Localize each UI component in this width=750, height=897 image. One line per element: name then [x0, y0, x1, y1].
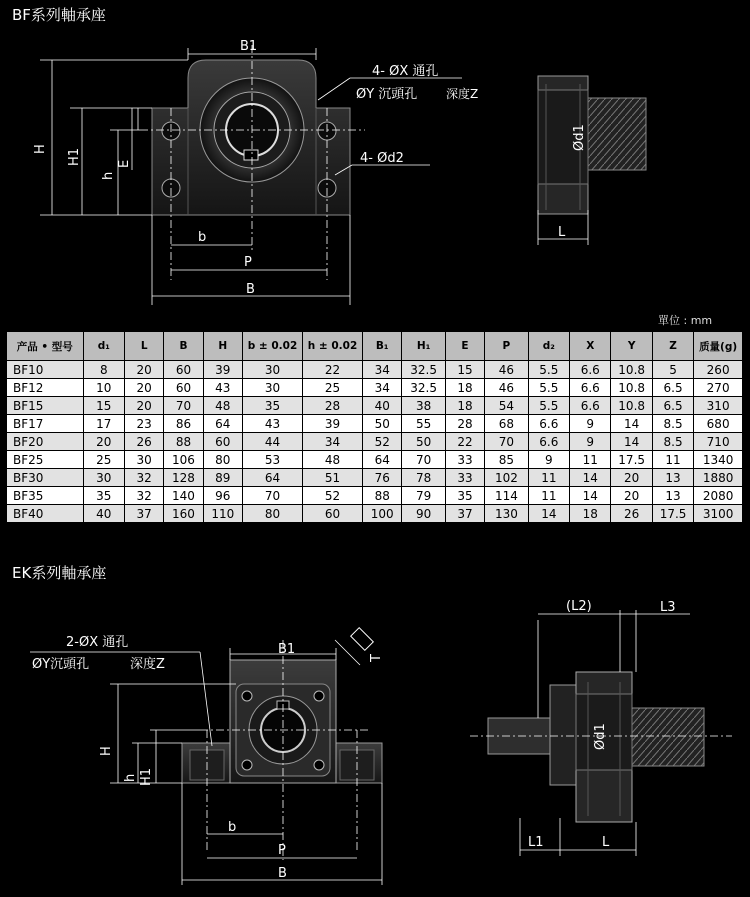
model-cell: BF20 [7, 433, 84, 451]
table-cell: 43 [242, 415, 302, 433]
table-cell: 46 [485, 361, 528, 379]
table-cell: 44 [242, 433, 302, 451]
table-cell: 260 [694, 361, 743, 379]
table-cell: 160 [164, 505, 203, 523]
table-header-cell: Y [611, 332, 652, 361]
spec-table [6, 331, 743, 523]
table-cell: 9 [570, 433, 611, 451]
table-cell: 37 [445, 505, 484, 523]
table-cell: 1880 [694, 469, 743, 487]
table-cell: 28 [445, 415, 484, 433]
table-header-cell: b ± 0.02 [242, 332, 302, 361]
table-cell: 90 [402, 505, 445, 523]
table-cell: 13 [652, 469, 693, 487]
ek-dim-H: H [99, 746, 114, 756]
table-cell: 96 [203, 487, 242, 505]
table-cell: 15 [83, 397, 124, 415]
table-cell: 10.8 [611, 397, 652, 415]
table-cell: 10.8 [611, 361, 652, 379]
unit-label: 單位 : mm [658, 314, 713, 327]
table-cell: 48 [303, 451, 363, 469]
table-cell: 30 [125, 451, 164, 469]
table-row [7, 379, 743, 397]
table-cell: 310 [694, 397, 743, 415]
table-row [7, 433, 743, 451]
model-cell: BF25 [7, 451, 84, 469]
table-cell: 130 [485, 505, 528, 523]
table-cell: 6.6 [570, 361, 611, 379]
table-cell: 34 [363, 379, 402, 397]
bf-note-counterbore: ØY 沉頭孔 [356, 87, 418, 102]
table-cell: 89 [203, 469, 242, 487]
table-header-cell: B [164, 332, 203, 361]
table-row [7, 469, 743, 487]
table-cell: 33 [445, 469, 484, 487]
model-cell: BF35 [7, 487, 84, 505]
table-cell: 17 [83, 415, 124, 433]
table-cell: 52 [363, 433, 402, 451]
table-cell: 17.5 [611, 451, 652, 469]
table-header-cell: H₁ [402, 332, 445, 361]
table-cell: 2080 [694, 487, 743, 505]
table-row [7, 361, 743, 379]
table-cell: 43 [203, 379, 242, 397]
table-cell: 3100 [694, 505, 743, 523]
table-cell: 25 [303, 379, 363, 397]
table-cell: 15 [445, 361, 484, 379]
table-cell: 68 [485, 415, 528, 433]
table-cell: 20 [83, 433, 124, 451]
ek-front-view-drawing [0, 600, 470, 897]
ek-dim-d1: Ød1 [593, 723, 608, 750]
table-body [7, 361, 743, 523]
table-cell: 78 [402, 469, 445, 487]
table-row [7, 415, 743, 433]
table-cell: 30 [83, 469, 124, 487]
bf-dim-b: b [198, 230, 207, 245]
table-cell: 128 [164, 469, 203, 487]
model-cell: BF12 [7, 379, 84, 397]
table-cell: 20 [125, 379, 164, 397]
table-cell: 70 [164, 397, 203, 415]
table-cell: 34 [363, 361, 402, 379]
table-cell: 79 [402, 487, 445, 505]
ek-note-thru: 2-ØX 通孔 [66, 635, 129, 650]
table-cell: 13 [652, 487, 693, 505]
table-cell: 5 [652, 361, 693, 379]
table-cell: 1340 [694, 451, 743, 469]
table-cell: 46 [485, 379, 528, 397]
table-cell: 22 [445, 433, 484, 451]
table-cell: 35 [242, 397, 302, 415]
bf-series-title: BF系列軸承座 [12, 6, 106, 24]
table-row [7, 487, 743, 505]
table-header-row [7, 332, 743, 361]
table-cell: 8 [83, 361, 124, 379]
table-cell: 710 [694, 433, 743, 451]
table-cell: 14 [570, 487, 611, 505]
table-cell: 55 [402, 415, 445, 433]
table-cell: 6.6 [570, 379, 611, 397]
table-header-cell: 产品 • 型号 [7, 332, 84, 361]
ek-dim-L2: (L2) [566, 599, 592, 614]
table-cell: 64 [242, 469, 302, 487]
table-cell: 40 [83, 505, 124, 523]
table-cell: 20 [125, 361, 164, 379]
table-cell: 51 [303, 469, 363, 487]
table-cell: 11 [528, 469, 569, 487]
bf-dim-H1: H1 [67, 147, 82, 166]
bf-dim-d1: Ød1 [572, 124, 587, 151]
table-cell: 50 [363, 415, 402, 433]
table-cell: 88 [164, 433, 203, 451]
table-cell: 14 [611, 415, 652, 433]
table-row [7, 451, 743, 469]
ek-note-counterbore: ØY沉頭孔 [32, 657, 90, 672]
table-cell: 28 [303, 397, 363, 415]
model-cell: BF40 [7, 505, 84, 523]
table-cell: 100 [363, 505, 402, 523]
ek-dim-h: h [123, 773, 138, 782]
table-cell: 5.5 [528, 379, 569, 397]
table-cell: 76 [363, 469, 402, 487]
bf-side-view-drawing [520, 60, 745, 255]
table-cell: 54 [485, 397, 528, 415]
ek-note-depth: 深度Z [130, 657, 165, 672]
table-cell: 35 [83, 487, 124, 505]
ek-dim-L3: L3 [660, 600, 676, 615]
bf-dim-E: E [117, 159, 132, 168]
ek-dim-B: B [278, 866, 287, 881]
table-cell: 8.5 [652, 415, 693, 433]
table-cell: 70 [242, 487, 302, 505]
table-cell: 20 [611, 469, 652, 487]
table-cell: 106 [164, 451, 203, 469]
table-cell: 64 [203, 415, 242, 433]
table-cell: 22 [303, 361, 363, 379]
table-cell: 6.6 [570, 397, 611, 415]
table-header-cell: P [485, 332, 528, 361]
table-cell: 10 [83, 379, 124, 397]
bf-note-d2: 4- Ød2 [360, 151, 404, 166]
table-cell: 18 [445, 379, 484, 397]
table-cell: 88 [363, 487, 402, 505]
ek-dim-B1: B1 [278, 642, 296, 657]
table-cell: 5.5 [528, 361, 569, 379]
table-cell: 70 [485, 433, 528, 451]
table-header-cell: E [445, 332, 484, 361]
table-header-cell: Z [652, 332, 693, 361]
table-cell: 5.5 [528, 397, 569, 415]
table-cell: 9 [528, 451, 569, 469]
table-cell: 32.5 [402, 361, 445, 379]
table-cell: 80 [203, 451, 242, 469]
ek-dim-L: L [602, 835, 610, 850]
table-header-cell: B₁ [363, 332, 402, 361]
table-cell: 10.8 [611, 379, 652, 397]
ek-dim-H1: H1 [139, 767, 154, 786]
table-cell: 110 [203, 505, 242, 523]
table-cell: 270 [694, 379, 743, 397]
table-cell: 38 [402, 397, 445, 415]
table-cell: 6.6 [528, 415, 569, 433]
table-cell: 37 [125, 505, 164, 523]
table-cell: 60 [164, 379, 203, 397]
table-cell: 52 [303, 487, 363, 505]
table-cell: 40 [363, 397, 402, 415]
table-cell: 11 [652, 451, 693, 469]
table-cell: 60 [164, 361, 203, 379]
bf-dim-H: H [33, 144, 48, 154]
table-cell: 50 [402, 433, 445, 451]
bf-dim-L: L [558, 225, 566, 240]
table-cell: 6.5 [652, 379, 693, 397]
table-cell: 18 [445, 397, 484, 415]
bf-note-depth: 深度Z [446, 87, 479, 101]
table-cell: 20 [611, 487, 652, 505]
table-cell: 14 [611, 433, 652, 451]
table-cell: 86 [164, 415, 203, 433]
table-header-cell: h ± 0.02 [303, 332, 363, 361]
bf-dim-B: B [246, 282, 255, 297]
table-cell: 23 [125, 415, 164, 433]
model-cell: BF15 [7, 397, 84, 415]
model-cell: BF17 [7, 415, 84, 433]
table-cell: 53 [242, 451, 302, 469]
table-cell: 17.5 [652, 505, 693, 523]
table-cell: 11 [528, 487, 569, 505]
ek-dim-L1: L1 [528, 835, 544, 850]
table-cell: 35 [445, 487, 484, 505]
table-cell: 30 [242, 379, 302, 397]
table-row [7, 505, 743, 523]
table-cell: 60 [303, 505, 363, 523]
table-header-cell: d₂ [528, 332, 569, 361]
table-cell: 33 [445, 451, 484, 469]
table-cell: 85 [485, 451, 528, 469]
table-cell: 11 [570, 451, 611, 469]
bf-dim-P: P [244, 255, 252, 270]
table-cell: 32.5 [402, 379, 445, 397]
table-cell: 70 [402, 451, 445, 469]
table-cell: 25 [83, 451, 124, 469]
table-cell: 64 [363, 451, 402, 469]
table-header-cell: d₁ [83, 332, 124, 361]
table-cell: 39 [303, 415, 363, 433]
bf-dim-h: h [101, 171, 116, 180]
table-header-cell: 质量(g) [694, 332, 743, 361]
bf-note-thru: 4- ØX 通孔 [372, 64, 439, 79]
ek-dim-T: T [369, 654, 384, 662]
table-cell: 140 [164, 487, 203, 505]
table-cell: 80 [242, 505, 302, 523]
table-cell: 18 [570, 505, 611, 523]
ek-dim-b: b [228, 820, 237, 835]
table-cell: 102 [485, 469, 528, 487]
ek-dim-P: P [278, 843, 286, 858]
table-header-cell: X [570, 332, 611, 361]
table-cell: 680 [694, 415, 743, 433]
table-cell: 8.5 [652, 433, 693, 451]
ek-side-view-drawing [470, 590, 745, 865]
table-cell: 34 [303, 433, 363, 451]
table-cell: 9 [570, 415, 611, 433]
table-cell: 6.5 [652, 397, 693, 415]
bf-dim-B1: B1 [240, 39, 258, 54]
table-cell: 14 [528, 505, 569, 523]
ek-series-title: EK系列軸承座 [12, 564, 107, 582]
table-cell: 26 [611, 505, 652, 523]
table-cell: 30 [242, 361, 302, 379]
table-header-cell: L [125, 332, 164, 361]
model-cell: BF10 [7, 361, 84, 379]
table-cell: 32 [125, 487, 164, 505]
table-cell: 32 [125, 469, 164, 487]
table-cell: 60 [203, 433, 242, 451]
model-cell: BF30 [7, 469, 84, 487]
table-cell: 6.6 [528, 433, 569, 451]
table-cell: 14 [570, 469, 611, 487]
table-cell: 26 [125, 433, 164, 451]
bf-front-view-drawing [0, 0, 479, 310]
table-cell: 20 [125, 397, 164, 415]
table-row [7, 397, 743, 415]
table-cell: 114 [485, 487, 528, 505]
table-header-cell: H [203, 332, 242, 361]
table-cell: 39 [203, 361, 242, 379]
table-cell: 48 [203, 397, 242, 415]
